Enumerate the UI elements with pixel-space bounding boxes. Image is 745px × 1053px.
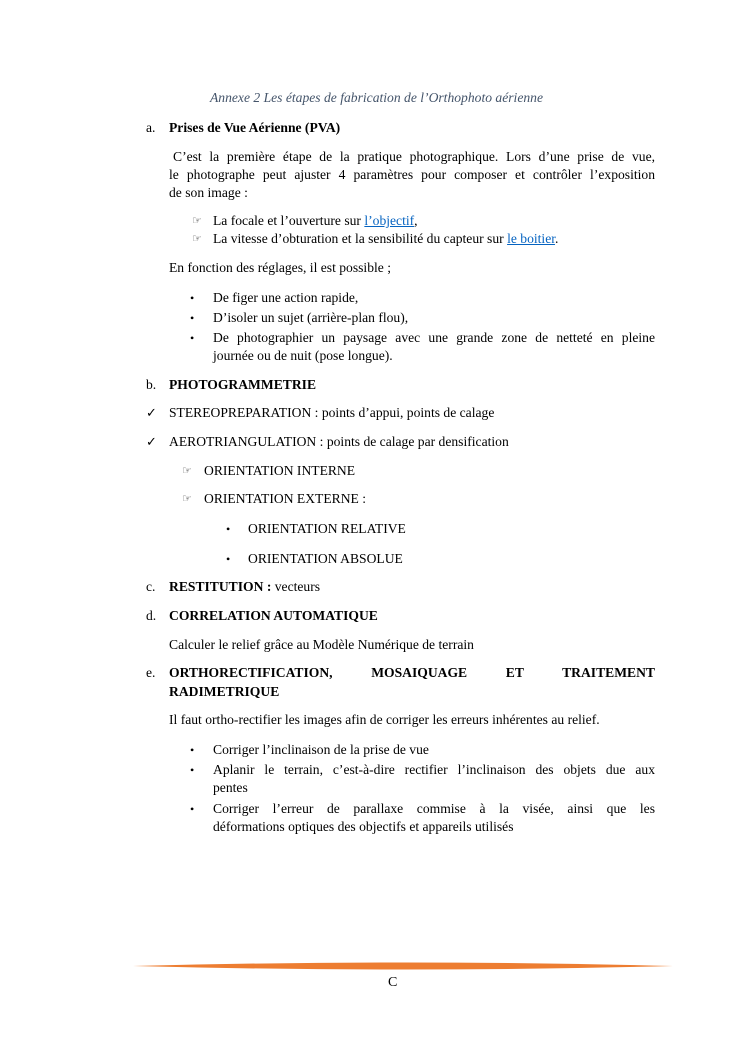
section-a-title: Prises de Vue Aérienne (PVA) bbox=[169, 120, 341, 135]
bullet-icon: • bbox=[190, 291, 195, 305]
bullet-icon: • bbox=[226, 552, 231, 566]
sub-list-item: ORIENTATION ABSOLUE bbox=[248, 551, 403, 566]
section-b-title: PHOTOGRAMMETRIE bbox=[169, 377, 317, 392]
section-c-marker: c. bbox=[146, 579, 156, 594]
list-item: Corriger l’erreur de parallaxe commise à la visée, ainsi que les bbox=[213, 801, 655, 816]
page-number: C bbox=[388, 975, 398, 990]
section-c-line: RESTITUTION : vecteurs bbox=[169, 579, 321, 594]
check-list-item: AEROTRIANGULATION : points de calage par densification bbox=[169, 434, 509, 449]
bullet-icon: • bbox=[190, 331, 195, 345]
hand-list-item: La vitesse d’obturation et la sensibilité du capteur sur le boitier. bbox=[213, 231, 559, 246]
hand-list-item: La focale et l’ouverture sur l’objectif, bbox=[213, 213, 418, 228]
list-item: Corriger l’inclinaison de la prise de vue bbox=[213, 742, 429, 757]
section-e-marker: e. bbox=[146, 665, 156, 680]
list-item: De photographier un paysage avec une grande zone de netteté en pleine bbox=[213, 330, 655, 345]
section-d-marker: d. bbox=[146, 608, 157, 623]
checkmark-icon: ✓ bbox=[146, 405, 157, 420]
bullet-icon: • bbox=[190, 311, 195, 325]
hand-list-item: ORIENTATION INTERNE bbox=[204, 463, 356, 478]
hand-list-item: ORIENTATION EXTERNE : bbox=[204, 491, 367, 506]
section-d-title: CORRELATION AUTOMATIQUE bbox=[169, 608, 378, 623]
checkmark-icon: ✓ bbox=[146, 434, 157, 449]
section-e-title-line-1: ORTHORECTIFICATION, MOSAIQUAGE ET TRAITEMENT bbox=[169, 665, 655, 680]
bullet-icon: • bbox=[190, 802, 195, 816]
list-item: Aplanir le terrain, c’est-à-dire rectifier l’inclinaison des objets due aux bbox=[213, 762, 655, 777]
section-b-marker: b. bbox=[146, 377, 157, 392]
hand-pointer-icon: ☞ bbox=[182, 465, 192, 477]
check-list-item: STEREOPREPARATION : points d’appui, points de calage bbox=[169, 405, 495, 420]
hand-pointer-icon: ☞ bbox=[192, 215, 202, 227]
bullet-icon: • bbox=[226, 522, 231, 536]
bullet-icon: • bbox=[190, 763, 195, 777]
list-item-continued: journée ou de nuit (pose longue). bbox=[213, 348, 393, 363]
objectif-link[interactable]: l’objectif bbox=[364, 213, 415, 228]
boitier-link[interactable]: le boitier bbox=[507, 231, 556, 246]
list-item: D’isoler un sujet (arrière-plan flou), bbox=[213, 310, 409, 325]
section-d-text: Calculer le relief grâce au Modèle Numérique de terrain bbox=[169, 637, 474, 652]
hand-pointer-icon: ☞ bbox=[192, 233, 202, 245]
section-e-title-line-2: RADIMETRIQUE bbox=[169, 684, 280, 699]
bullet-icon: • bbox=[190, 743, 195, 757]
footer-divider bbox=[133, 958, 673, 974]
list-item-continued: déformations optiques des objectifs et appareils utilisés bbox=[213, 819, 514, 834]
list-item-continued: pentes bbox=[213, 780, 248, 795]
section-e-text: Il faut ortho-rectifier les images afin de corriger les erreurs inhérentes au relief. bbox=[169, 712, 600, 727]
list-item: De figer une action rapide, bbox=[213, 290, 359, 305]
section-a-para-line-3: de son image : bbox=[169, 185, 248, 200]
section-a-intro2: En fonction des réglages, il est possible ; bbox=[169, 260, 391, 275]
hand-pointer-icon: ☞ bbox=[182, 493, 192, 505]
section-a-para-line-1: C’est la première étape de la pratique photographique. Lors d’une prise de vue, bbox=[173, 149, 655, 164]
figure-caption: Annexe 2 Les étapes de fabrication de l’Orthophoto aérienne bbox=[210, 90, 543, 105]
section-a-para-line-2: le photographe peut ajuster 4 paramètres pour composer et contrôler l’exposition bbox=[169, 167, 655, 182]
section-a-marker: a. bbox=[146, 120, 156, 135]
sub-list-item: ORIENTATION RELATIVE bbox=[248, 521, 406, 536]
